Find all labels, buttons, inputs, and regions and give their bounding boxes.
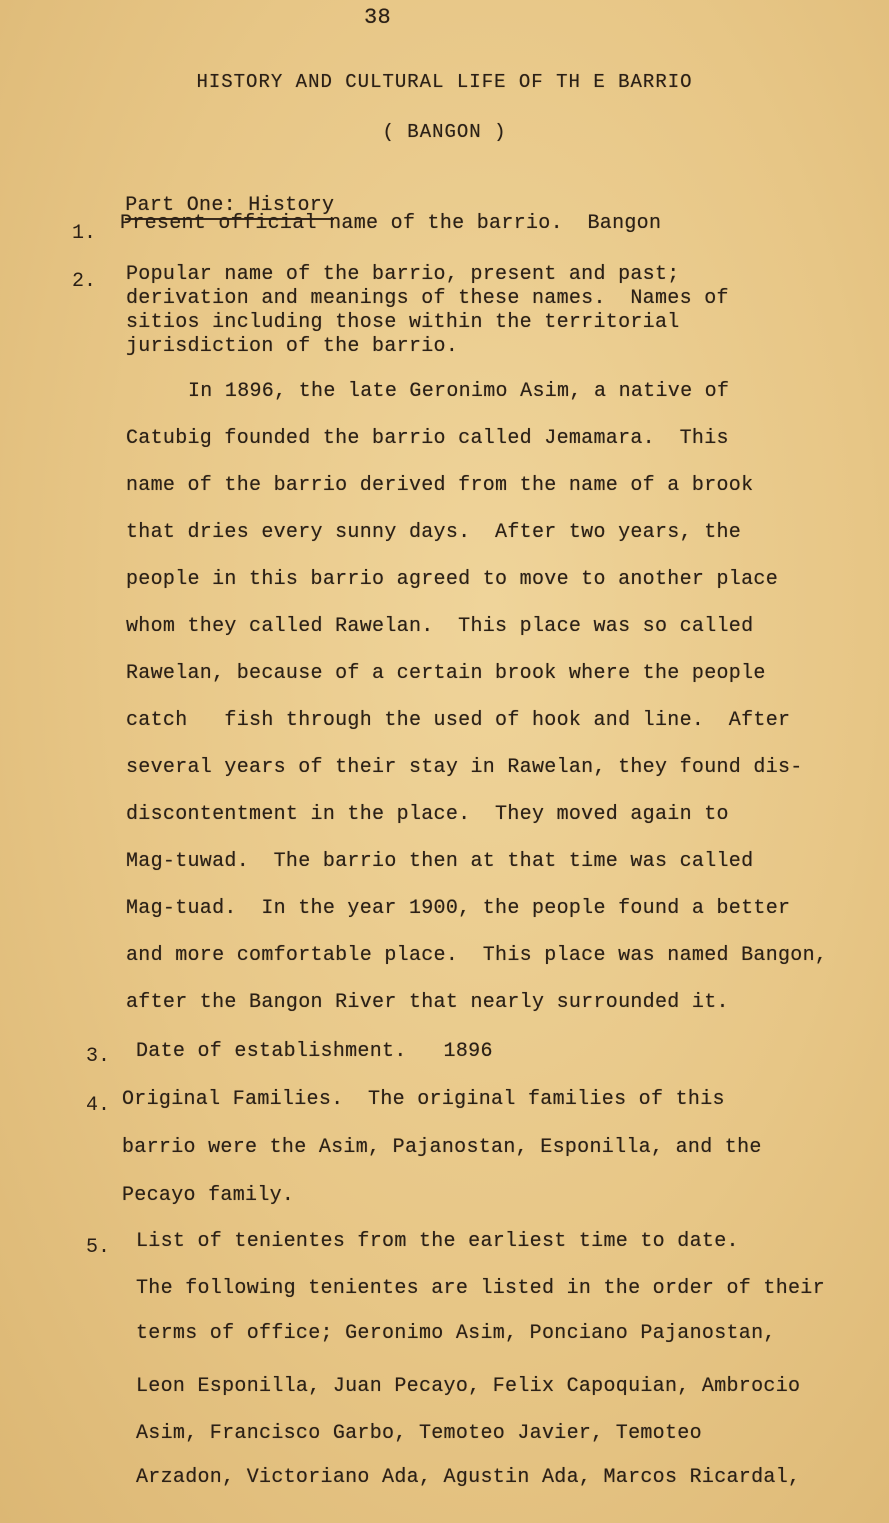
item-4-number: 4.	[86, 1094, 111, 1117]
item-5-number: 5.	[86, 1236, 111, 1259]
item-1-text: Present official name of the barrio. Bangon	[120, 212, 662, 235]
narrative-line: Rawelan, because of a certain brook where the people	[126, 662, 766, 685]
item-5-line: Leon Esponilla, Juan Pecayo, Felix Capoquian, Ambrocio	[136, 1375, 801, 1398]
narrative-line: that dries every sunny days. After two years, the	[126, 521, 742, 544]
item-5-line: List of tenientes from the earliest time to date.	[136, 1230, 739, 1253]
narrative-line: whom they called Rawelan. This place was so called	[126, 615, 754, 638]
narrative-line: catch fish through the used of hook and line. After	[126, 709, 791, 732]
narrative-line: Mag-tuwad. The barrio then at that time was called	[126, 850, 754, 873]
narrative-line: people in this barrio agreed to move to another place	[126, 568, 779, 591]
section-heading-text: Part One: History	[125, 194, 334, 220]
item-2-number: 2.	[72, 270, 97, 293]
narrative-line: name of the barrio derived from the name of a brook	[126, 474, 754, 497]
narrative-line: Catubig founded the barrio called Jemamara. This	[126, 427, 729, 450]
item-2-line: Popular name of the barrio, present and past;	[126, 263, 680, 286]
item-5-line: The following tenientes are listed in the order of their	[136, 1277, 825, 1300]
item-1-number: 1.	[72, 222, 97, 245]
narrative-line: discontentment in the place. They moved again to	[126, 803, 729, 826]
item-3-number: 3.	[86, 1045, 111, 1068]
page-number: 38	[364, 5, 392, 30]
narrative-line: after the Bangon River that nearly surrounded it.	[126, 991, 729, 1014]
item-5-line: Asim, Francisco Garbo, Temoteo Javier, Temoteo	[136, 1422, 702, 1445]
item-4-line: Pecayo family.	[122, 1184, 295, 1207]
narrative-line: and more comfortable place. This place was named Bangon,	[126, 944, 828, 967]
item-2-line: sitios including those within the territorial	[126, 311, 680, 334]
item-2-line: jurisdiction of the barrio.	[126, 335, 459, 358]
document-title: HISTORY AND CULTURAL LIFE OF TH E BARRIO	[196, 71, 693, 93]
document-subtitle: ( BANGON )	[382, 121, 507, 143]
item-5-line: terms of office; Geronimo Asim, Ponciano Pajanostan,	[136, 1322, 776, 1345]
narrative-line: In 1896, the late Geronimo Asim, a native of	[188, 380, 730, 403]
narrative-line: several years of their stay in Rawelan, they found dis-	[126, 756, 803, 779]
item-3-text: Date of establishment. 1896	[136, 1040, 493, 1063]
narrative-line: Mag-tuad. In the year 1900, the people found a better	[126, 897, 791, 920]
item-4-line: barrio were the Asim, Pajanostan, Esponilla, and the	[122, 1136, 762, 1159]
item-4-line: Original Families. The original families of this	[122, 1088, 725, 1111]
item-5-line: Arzadon, Victoriano Ada, Agustin Ada, Marcos Ricardal,	[136, 1466, 801, 1489]
item-2-line: derivation and meanings of these names. Names of	[126, 287, 729, 310]
